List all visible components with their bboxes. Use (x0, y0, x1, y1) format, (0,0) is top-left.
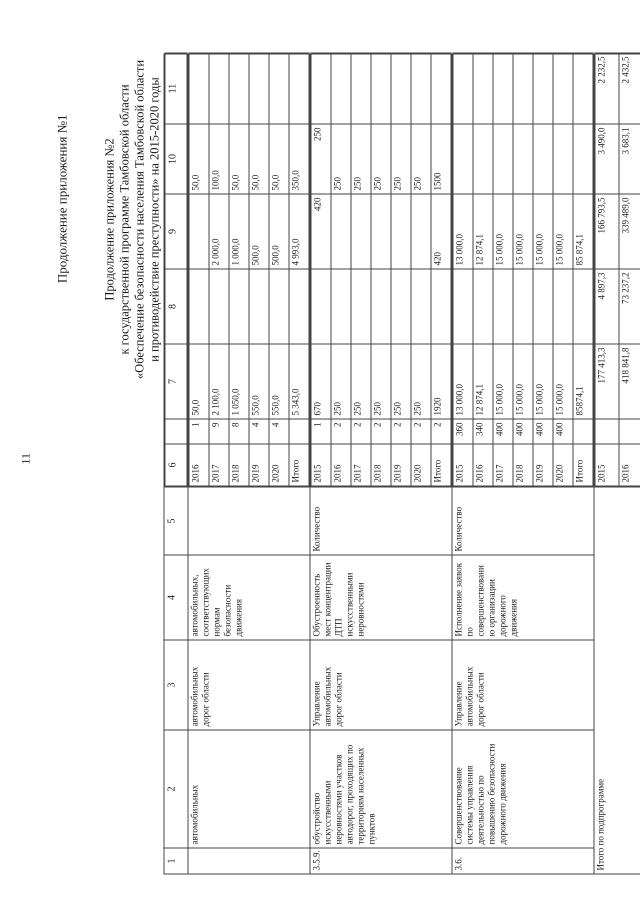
rotated-document-page (1, 0, 640, 905)
quantity: 4 (269, 419, 289, 444)
amount-federal (411, 269, 431, 344)
amount-regional: 1 000,0 (229, 194, 249, 269)
amount-other (249, 53, 269, 124)
amount-federal (289, 269, 309, 344)
quantity (595, 419, 619, 444)
amount-total: 250 (351, 344, 371, 419)
column-number-row (164, 54, 188, 874)
quantity: 400 (553, 419, 573, 444)
col-num: 10 (165, 124, 187, 194)
amount-total: 418 841,8 (619, 344, 640, 419)
amount-total: 5 343,0 (289, 344, 309, 419)
year-row (553, 53, 573, 486)
amount-other (371, 53, 391, 124)
measure-name: Совершенствование системы управления деятельностью по повышению безопасности дорожного движения (452, 730, 594, 848)
executor: автомобильных дорог области (188, 640, 310, 730)
amount-other (391, 53, 411, 124)
amount-regional: 500,0 (269, 194, 289, 269)
unit: Количество (452, 487, 594, 555)
quantity: 400 (493, 419, 513, 444)
amount-other (453, 53, 473, 124)
amount-other (229, 53, 249, 124)
amount-local (513, 124, 533, 194)
year-row (249, 53, 269, 486)
total-label: Итого по подпрограмме (594, 487, 640, 874)
amount-total: 15 000,0 (553, 344, 573, 419)
table-row (310, 54, 452, 874)
executor: Управление автомобильных дорог области (310, 640, 452, 730)
amount-other (473, 53, 493, 124)
col-num: 8 (165, 269, 187, 344)
amount-total: 15 000,0 (493, 344, 513, 419)
item-number: 3.5.9. (310, 848, 452, 874)
amount-total: 12 874,1 (473, 344, 493, 419)
quantity (289, 419, 309, 444)
amount-other (553, 53, 573, 124)
amount-local (533, 124, 553, 194)
quantity: 2 (371, 419, 391, 444)
amount-other (493, 53, 513, 124)
amount-other (269, 53, 289, 124)
amount-federal (573, 269, 593, 344)
amount-regional (331, 194, 351, 269)
amount-total: 15 000,0 (533, 344, 553, 419)
quantity: 360 (453, 419, 473, 444)
indicator: Исполнение заявок по совершенствовани ю организации дорожного движения (452, 555, 594, 640)
amount-total: 550,0 (269, 344, 289, 419)
amount-regional: 166 793,5 (595, 194, 619, 269)
quantity: 8 (229, 419, 249, 444)
amount-other (351, 53, 371, 124)
amount-regional: 15 000,0 (553, 194, 573, 269)
table-row (452, 54, 594, 874)
amount-regional: 4 993,0 (289, 194, 309, 269)
amount-regional (391, 194, 411, 269)
year-row (431, 53, 451, 486)
year: 2016 (331, 444, 351, 486)
amount-other (513, 53, 533, 124)
col-num: 9 (165, 194, 187, 269)
indicator: автомобильных, соответствующих нормам безопасности движения (188, 555, 310, 640)
measure-name: автомобильных (188, 730, 310, 848)
amount-other (209, 53, 229, 124)
year: 2019 (249, 444, 269, 486)
amount-local: 50,0 (269, 124, 289, 194)
quantity: 2 (431, 419, 451, 444)
year: 2016 (619, 444, 640, 486)
amount-other: 2 432,5 (619, 53, 640, 124)
amount-federal (189, 269, 209, 344)
amount-local: 250 (351, 124, 371, 194)
amount-regional (189, 194, 209, 269)
amount-other (533, 53, 553, 124)
amount-local: 250 (391, 124, 411, 194)
year-row (269, 53, 289, 486)
year-row (573, 53, 593, 486)
amount-federal: 4 897,3 (595, 269, 619, 344)
amount-local (473, 124, 493, 194)
amount-total: 13 000,0 (453, 344, 473, 419)
amount-regional (411, 194, 431, 269)
year-row (371, 53, 391, 486)
year-row (513, 53, 533, 486)
quantity: 2 (391, 419, 411, 444)
amount-federal (311, 269, 331, 344)
amount-regional: 15 000,0 (533, 194, 553, 269)
amount-regional: 500,0 (249, 194, 269, 269)
amount-local (453, 124, 473, 194)
amount-federal (553, 269, 573, 344)
amount-federal (229, 269, 249, 344)
amount-other (311, 53, 331, 124)
amount-federal (249, 269, 269, 344)
year-row (533, 53, 553, 486)
header-line: «Обеспечение безопасности населения Тамбовской области (132, 59, 147, 380)
quantity: 4 (249, 419, 269, 444)
year-row (351, 53, 371, 486)
year: 2018 (229, 444, 249, 486)
amount-regional (351, 194, 371, 269)
year-row (189, 53, 209, 486)
col-num: 2 (164, 730, 188, 848)
measure-name: обустройство искусственными неровностями участков автодорог, проходящих по территориям населенных пунктов (310, 730, 452, 848)
year: 2015 (595, 444, 619, 486)
year: 2018 (513, 444, 533, 486)
amount-regional (371, 194, 391, 269)
col-num: 1 (164, 848, 188, 874)
amount-other (189, 53, 209, 124)
amount-regional: 12 874,1 (473, 194, 493, 269)
year: 2020 (269, 444, 289, 486)
amount-regional: 420 (431, 194, 451, 269)
year: 2017 (351, 444, 371, 486)
year: 2016 (473, 444, 493, 486)
amount-local: 100,0 (209, 124, 229, 194)
year: 2019 (533, 444, 553, 486)
amount-total: 250 (331, 344, 351, 419)
indicator: Обустроенность мест концентрации ДТП искусственными неровностями (310, 555, 452, 640)
item-number: 3.6. (452, 848, 594, 874)
amount-other: 2 232,5 (595, 53, 619, 124)
year-row (229, 53, 249, 486)
year-row (619, 53, 640, 486)
amount-federal (209, 269, 229, 344)
amount-regional: 85 874,1 (573, 194, 593, 269)
amount-local: 250 (311, 124, 331, 194)
amount-federal (269, 269, 289, 344)
year-row (595, 53, 619, 486)
year-row (209, 53, 229, 486)
amount-total: 250 (371, 344, 391, 419)
quantity: 2 (331, 419, 351, 444)
year-row (391, 53, 411, 486)
year: 2015 (453, 444, 473, 486)
year-row (453, 53, 473, 486)
quantity (573, 419, 593, 444)
amount-other (573, 53, 593, 124)
amount-local: 250 (411, 124, 431, 194)
year: 2020 (553, 444, 573, 486)
amount-federal (371, 269, 391, 344)
amount-local: 350,0 (289, 124, 309, 194)
program-table (164, 54, 640, 875)
year: 2018 (371, 444, 391, 486)
year: 2020 (411, 444, 431, 486)
amount-federal (473, 269, 493, 344)
executor: Управление автомобильных дорог области (452, 640, 594, 730)
amount-regional: 13 000,0 (453, 194, 473, 269)
col-num: 6 (165, 444, 187, 486)
amount-local: 50,0 (189, 124, 209, 194)
year: 2019 (391, 444, 411, 486)
amount-local: 50,0 (229, 124, 249, 194)
amount-federal (351, 269, 371, 344)
amount-local: 250 (331, 124, 351, 194)
amount-total: 250 (391, 344, 411, 419)
col-num: 4 (164, 555, 188, 640)
amount-local: 1500 (431, 124, 451, 194)
col-num-group (164, 54, 188, 487)
amount-federal (453, 269, 473, 344)
amount-regional: 339 489,0 (619, 194, 640, 269)
amount-local: 3 490,0 (595, 124, 619, 194)
year-row (493, 53, 513, 486)
year-row (473, 53, 493, 486)
col-num: 3 (164, 640, 188, 730)
amount-federal (493, 269, 513, 344)
amount-total: 2 100,0 (209, 344, 229, 419)
page-number: 11 (18, 452, 33, 465)
amount-total: 85874,1 (573, 344, 593, 419)
year-row (331, 53, 351, 486)
quantity: 400 (513, 419, 533, 444)
year: 2017 (209, 444, 229, 486)
quantity: 2 (411, 419, 431, 444)
header-line: Продолжение приложения №2 (102, 138, 117, 301)
amount-total: 15 000,0 (513, 344, 533, 419)
year-row (311, 53, 331, 486)
amount-local: 50,0 (249, 124, 269, 194)
subprogram-total-row (594, 54, 640, 874)
col-num: 11 (165, 53, 187, 124)
year: Итого (431, 444, 451, 486)
amount-federal (331, 269, 351, 344)
year-row (289, 53, 309, 486)
amount-other (289, 53, 309, 124)
year: 2017 (493, 444, 513, 486)
unit: Количество (310, 487, 452, 555)
amount-other (331, 53, 351, 124)
table-row (188, 54, 310, 874)
amount-local (553, 124, 573, 194)
amount-regional: 15 000,0 (513, 194, 533, 269)
amount-total: 1920 (431, 344, 451, 419)
amount-total: 550,0 (249, 344, 269, 419)
amount-local (493, 124, 513, 194)
year: 2016 (189, 444, 209, 486)
continuation-title-1: Продолжение приложения №1 (54, 114, 70, 284)
amount-federal (533, 269, 553, 344)
header-line: и противодействие преступности» на 2015-2020 годы (147, 77, 162, 362)
amount-local (573, 124, 593, 194)
amount-other (411, 53, 431, 124)
amount-total: 50,0 (189, 344, 209, 419)
header-line: к государственной программе Тамбовской области (117, 84, 132, 355)
amount-regional: 15 000,0 (493, 194, 513, 269)
amount-total: 670 (311, 344, 331, 419)
amount-total: 1 050,0 (229, 344, 249, 419)
col-num: 5 (164, 487, 188, 555)
amount-federal (391, 269, 411, 344)
amount-total: 177 413,3 (595, 344, 619, 419)
quantity: 1 (311, 419, 331, 444)
year: Итого (573, 444, 593, 486)
amount-federal: 73 237,2 (619, 269, 640, 344)
col-num: 7 (165, 344, 187, 419)
year: Итого (289, 444, 309, 486)
amount-local: 250 (371, 124, 391, 194)
quantity: 340 (473, 419, 493, 444)
amount-total: 250 (411, 344, 431, 419)
quantity (619, 419, 640, 444)
year: 2015 (311, 444, 331, 486)
quantity: 1 (189, 419, 209, 444)
amount-federal (513, 269, 533, 344)
quantity: 400 (533, 419, 553, 444)
amount-regional: 2 000,0 (209, 194, 229, 269)
year-row (411, 53, 431, 486)
appendix-header (103, 40, 163, 400)
quantity: 9 (209, 419, 229, 444)
quantity: 2 (351, 419, 371, 444)
amount-local: 3 683,1 (619, 124, 640, 194)
amount-federal (431, 269, 451, 344)
amount-other (431, 53, 451, 124)
amount-regional: 420 (311, 194, 331, 269)
